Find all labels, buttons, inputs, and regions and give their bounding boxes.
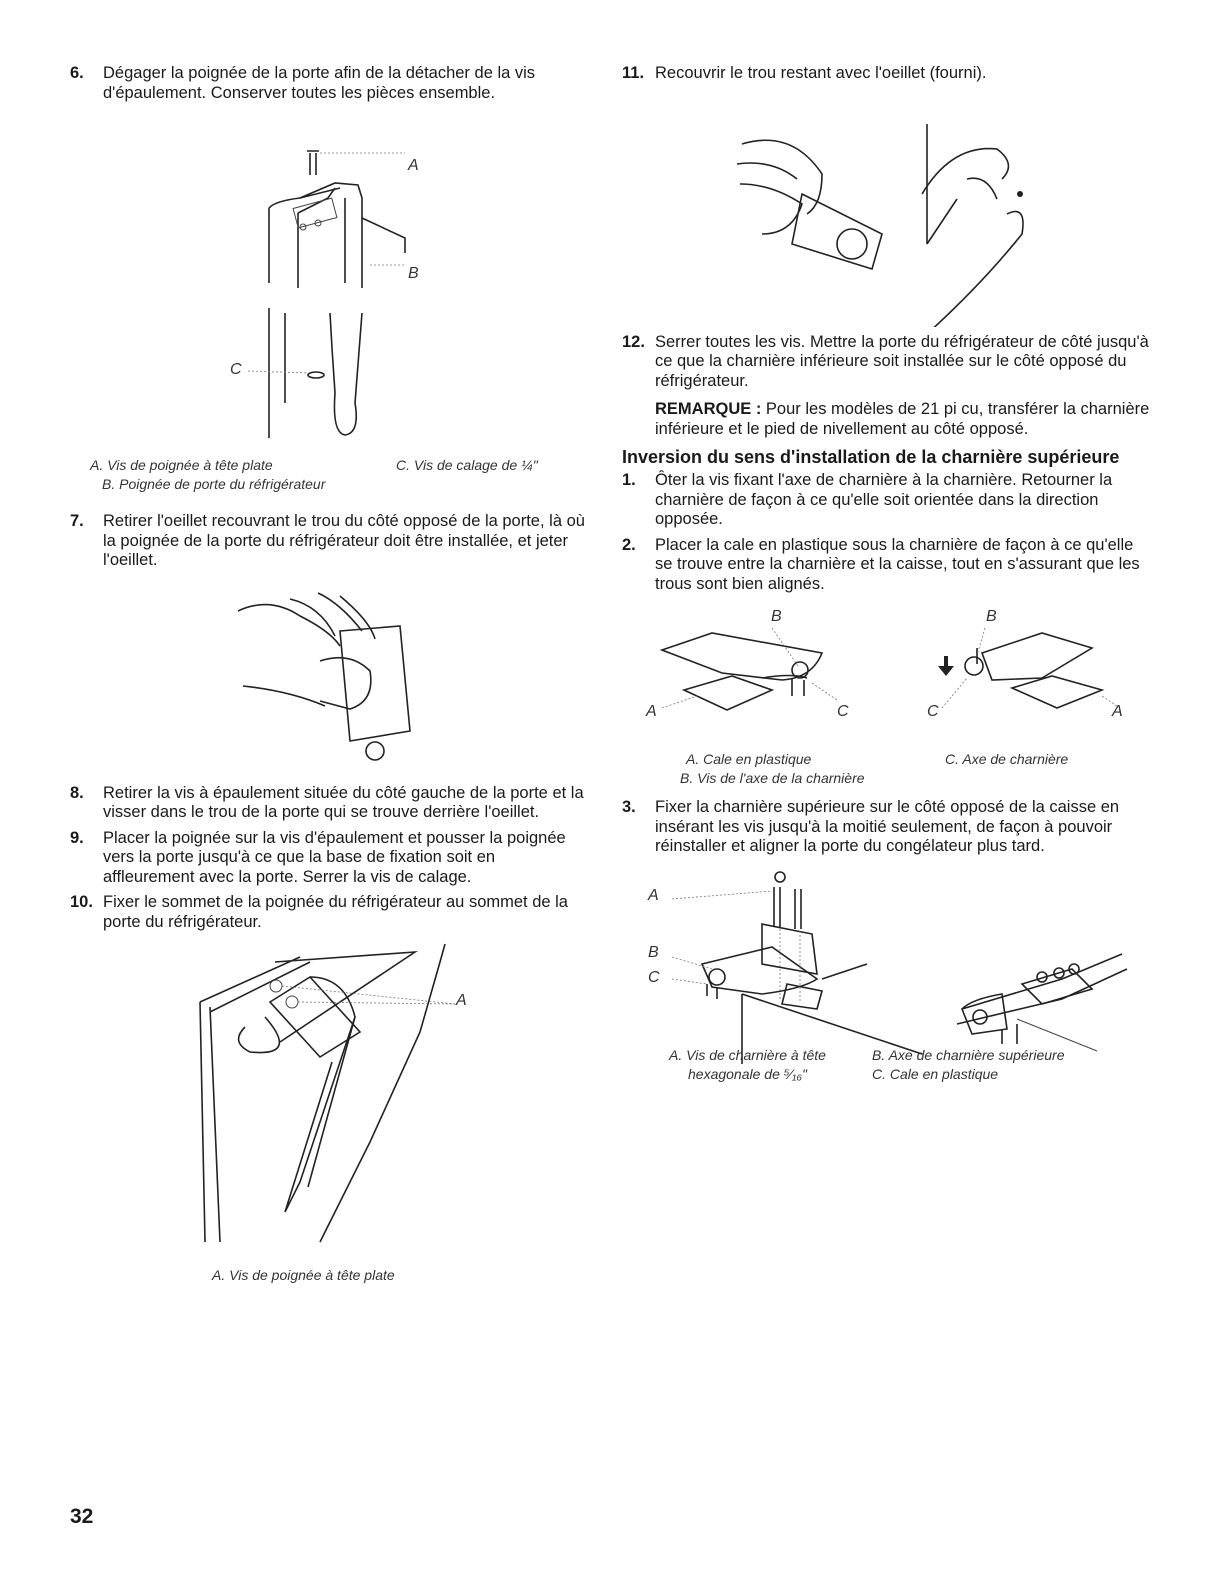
hinge-install-illustration [622, 869, 1152, 1064]
caption-c: C. Vis de calage de ¼" [396, 457, 538, 473]
figure-label-c: C [927, 703, 939, 720]
note-label: REMARQUE : [655, 400, 762, 418]
step-9 [70, 829, 590, 888]
step-text: Dégager la poignée de la porte afin de la détacher de la vis d'épaulement. Conserver toutes les pièces ensemble. [103, 64, 536, 102]
figure-label-a: A [408, 157, 419, 174]
note [655, 400, 1152, 439]
step-6 [70, 64, 590, 103]
figure-caption [70, 456, 590, 500]
step-text: Fixer le sommet de la poignée du réfrigérateur au sommet de la porte du réfrigérateur. [103, 893, 568, 931]
step-number: 1. [622, 471, 636, 489]
caption-c: C. Axe de charnière [945, 751, 1069, 767]
step-number: 9. [70, 828, 84, 847]
step-number: 12. [622, 332, 645, 351]
figure-label-c: C [648, 968, 660, 986]
caption-c: C. Cale en plastique [872, 1065, 999, 1082]
right-column [622, 64, 1152, 1086]
figure-caption [622, 1046, 1152, 1086]
step-number: 7. [70, 512, 84, 530]
caption-a: A. Vis de charnière à tête [669, 1046, 826, 1063]
figure-handle-top [70, 942, 590, 1262]
section-title: Inversion du sens d'installation de la charnière supérieure [622, 447, 1120, 467]
figure-grommet-insert [622, 84, 1152, 327]
step-7 [70, 512, 590, 571]
figure-label-c: C [837, 703, 849, 720]
note-text: Pour les modèles de 21 pi cu, transférer la charnière inférieure et le pied de nivellement au côté opposé. [655, 400, 1150, 438]
step-10 [70, 893, 590, 932]
step-number: 2. [622, 535, 636, 554]
figure-hinge-install [622, 869, 1152, 1064]
substep-3 [622, 798, 1152, 857]
figure-label-b: B [986, 608, 997, 625]
substep-1 [622, 471, 1152, 530]
page-number: 32 [70, 1505, 94, 1528]
caption-a: A. Vis de poignée à tête plate [90, 457, 273, 473]
caption-b: B. Poignée de porte du réfrigérateur [102, 476, 326, 492]
caption-a: A. Vis de poignée à tête plate [212, 1267, 395, 1283]
step-text: Placer la poignée sur la vis d'épaulement et pousser la poignée vers la porte jusqu'à ce que la base de fixation soit en affleurement avec la porte. Serrer la vis de calage. [103, 828, 566, 886]
step-8 [70, 784, 590, 823]
step-number: 6. [70, 64, 84, 82]
figure-label-b: B [408, 265, 419, 282]
step-number: 10. [70, 893, 93, 911]
figure-label-b: B [648, 943, 659, 961]
figure-label-a: A [648, 886, 659, 904]
figure-label-c: C [230, 361, 242, 378]
figure-caption [70, 1266, 590, 1286]
step-text: Fixer la charnière supérieure sur le côté opposé de la caisse en insérant les vis jusqu'à la moitié seulement, de façon à pouvoir réinstaller et aligner la porte du congélateur plus tard. [655, 798, 1120, 855]
left-column [70, 64, 590, 1286]
figure-caption [622, 750, 1152, 790]
figure-hinge-flip [622, 608, 1152, 738]
caption-a-line-2: hexagonale de ⁵⁄₁₆" [688, 1065, 807, 1082]
caption-a: A. Cale en plastique [686, 751, 812, 767]
hands-inserting-grommet-illustration [622, 84, 1152, 327]
step-text: Recouvrir le trou restant avec l'oeillet (fourni). [655, 64, 987, 82]
substep-2 [622, 536, 1152, 595]
step-12 [622, 333, 1152, 440]
step-text: Retirer la vis à épaulement située du côté gauche de la porte et la visser dans le trou de la porte qui se trouve derrière l'oeillet. [103, 783, 584, 821]
step-text: Placer la cale en plastique sous la charnière de façon à ce qu'elle se trouve entre la charnière et la caisse, tout en s'assurant que les trous sont bien alignés. [655, 535, 1140, 593]
figure-label-b: B [771, 608, 782, 625]
figure-label-a: A [646, 703, 657, 720]
step-number: 8. [70, 783, 84, 802]
caption-b: B. Vis de l'axe de la charnière [680, 770, 865, 786]
step-number: 3. [622, 798, 636, 816]
hand-removing-grommet-illustration [70, 591, 590, 766]
step-text: Retirer l'oeillet recouvrant le trou du côté opposé de la porte, là où la poignée de la porte du réfrigérateur doit être installée, et jeter l'oeillet. [103, 512, 585, 569]
step-11 [622, 64, 1152, 84]
figure-handle-removal [70, 103, 590, 438]
caption-b: B. Axe de charnière supérieure [872, 1046, 1065, 1063]
step-text: Serrer toutes les vis. Mettre la porte du réfrigérateur de côté jusqu'à ce que la charnière inférieure soit installée sur le côté opposé du réfrigérateur. [655, 332, 1149, 390]
figure-label-a: A [456, 992, 467, 1009]
figure-label-a: A [1112, 703, 1123, 720]
step-number: 11. [622, 64, 645, 82]
handle-top-illustration [70, 942, 590, 1262]
hinge-flip-illustration [622, 608, 1152, 738]
handle-removal-illustration [70, 103, 590, 438]
step-text: Ôter la vis fixant l'axe de charnière à la charnière. Retourner la charnière de façon à ce qu'elle soit orientée dans la direction opposée. [655, 471, 1113, 528]
figure-grommet-removal [70, 591, 590, 766]
